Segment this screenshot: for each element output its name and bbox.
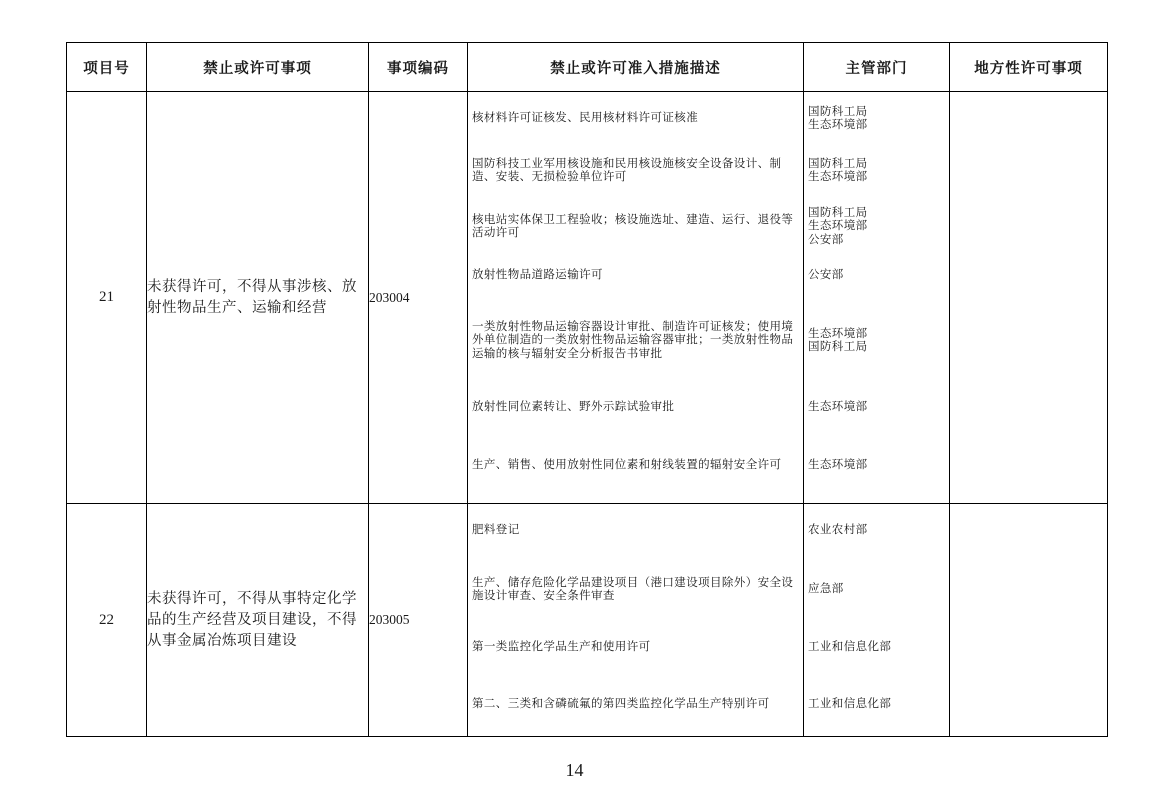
- measure-department: 工业和信息化部: [808, 639, 892, 654]
- measure-description: 生产、销售、使用放射性同位素和射线装置的辐射安全许可: [472, 457, 782, 472]
- row-number: 22: [67, 504, 147, 737]
- measure-description: 核电站实体保卫工程验收；核设施选址、建造、运行、退役等活动许可: [472, 211, 794, 239]
- department-cell: [804, 92, 950, 504]
- table-row: [67, 504, 1108, 737]
- measure-department: 工业和信息化部: [808, 696, 892, 711]
- row-item: 未获得许可，不得从事特定化学品的生产经营及项目建设，不得从事金属冶炼项目建设: [147, 504, 369, 737]
- row-item: 未获得许可，不得从事涉核、放射性物品生产、运输和经营: [147, 92, 369, 504]
- measure-department: 农业农村部: [808, 522, 868, 537]
- page-number: 14: [565, 760, 584, 780]
- measure-department: 生态环境部: [808, 399, 868, 414]
- local-permit-cell: [950, 92, 1108, 504]
- header-item-no: 项目号: [67, 43, 147, 92]
- row-number: 21: [67, 92, 147, 504]
- measure-department: 国防科工局 生态环境部: [808, 103, 868, 131]
- measure-description: 第二、三类和含磷硫氟的第四类监控化学品生产特别许可: [472, 696, 770, 711]
- header-description: 禁止或许可准入措施描述: [468, 43, 804, 92]
- department-cell: [804, 504, 950, 737]
- row-code: 203005: [369, 504, 468, 737]
- measure-department: 公安部: [808, 266, 844, 281]
- measure-description: 一类放射性物品运输容器设计审批、制造许可证核发；使用境外单位制造的一类放射性物品运输容器审批；一类放射性物品运输的核与辐射安全分析报告书审批: [472, 318, 794, 360]
- measure-description: 肥料登记: [472, 522, 520, 537]
- table-row: [67, 92, 1108, 504]
- row-code: 203004: [369, 92, 468, 504]
- measure-description: 生产、储存危险化学品建设项目（港口建设项目除外）安全设施设计审查、安全条件审查: [472, 574, 794, 602]
- permit-table: [66, 42, 1108, 737]
- header-code: 事项编码: [369, 43, 468, 92]
- header-department: 主管部门: [804, 43, 950, 92]
- measure-description: 核材料许可证核发、民用核材料许可证核准: [472, 110, 699, 125]
- description-cell: [468, 504, 804, 737]
- measure-description: 放射性物品道路运输许可: [472, 266, 603, 281]
- measure-department: 应急部: [808, 581, 844, 596]
- header-row: [67, 43, 1108, 92]
- measure-description: 放射性同位素转让、野外示踪试验审批: [472, 399, 675, 414]
- measure-department: 生态环境部: [808, 457, 868, 472]
- header-local-permit: 地方性许可事项: [950, 43, 1108, 92]
- measure-description: 国防科技工业军用核设施和民用核设施核安全设备设计、制造、安装、无损检验单位许可: [472, 155, 782, 183]
- measure-department: 国防科工局 生态环境部 公安部: [808, 204, 868, 246]
- description-cell: [468, 92, 804, 504]
- local-permit-cell: [950, 504, 1108, 737]
- header-item: 禁止或许可事项: [147, 43, 369, 92]
- measure-description: 第一类监控化学品生产和使用许可: [472, 639, 651, 654]
- measure-department: 国防科工局 生态环境部: [808, 155, 868, 183]
- measure-department: 生态环境部 国防科工局: [808, 325, 868, 353]
